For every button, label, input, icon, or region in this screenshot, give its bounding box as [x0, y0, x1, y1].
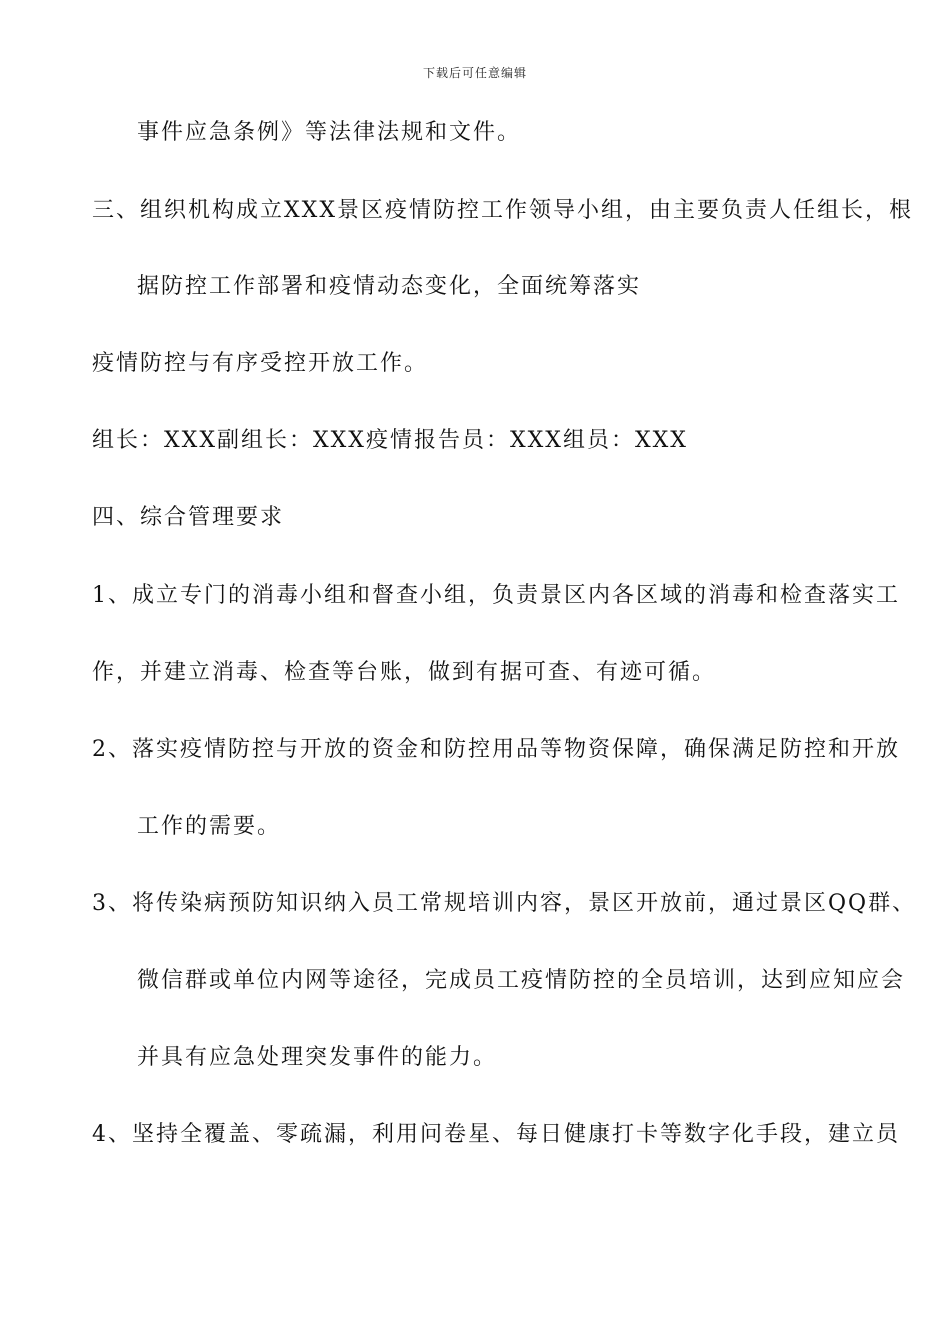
team-members-line: 组长：XXX副组长：XXX疫情报告员：XXX组员：XXX [92, 428, 688, 453]
item-3-line: 3、将传染病预防知识纳入员工常规培训内容，景区开放前，通过景区QQ群、 [92, 891, 917, 916]
item-4-line: 4、坚持全覆盖、零疏漏，利用问卷星、每日健康打卡等数字化手段，建立员 [92, 1122, 900, 1147]
text-line: 据防控工作部署和疫情动态变化，全面统筹落实 [137, 274, 642, 299]
section-three-heading: 三、组织机构成立XXX景区疫情防控工作领导小组，由主要负责人任组长，根 [92, 198, 913, 223]
text-line-continuation: 事件应急条例》等法律法规和文件。 [137, 120, 522, 145]
text-line: 疫情防控与有序受控开放工作。 [92, 351, 429, 376]
item-2-line: 2、落实疫情防控与开放的资金和防控用品等物资保障，确保满足防控和开放 [92, 737, 900, 762]
item-3-line: 并具有应急处理突发事件的能力。 [137, 1045, 498, 1070]
item-3-line: 微信群或单位内网等途径，完成员工疫情防控的全员培训，达到应知应会 [137, 968, 906, 993]
page-header: 下载后可任意编辑 [422, 66, 527, 80]
item-2-line: 工作的需要。 [137, 814, 282, 839]
item-1-line: 1、成立专门的消毒小组和督查小组，负责景区内各区域的消毒和检查落实工 [92, 583, 900, 608]
item-1-line: 作，并建立消毒、检查等台账，做到有据可查、有迹可循。 [92, 660, 717, 685]
section-four-heading: 四、综合管理要求 [92, 505, 285, 530]
